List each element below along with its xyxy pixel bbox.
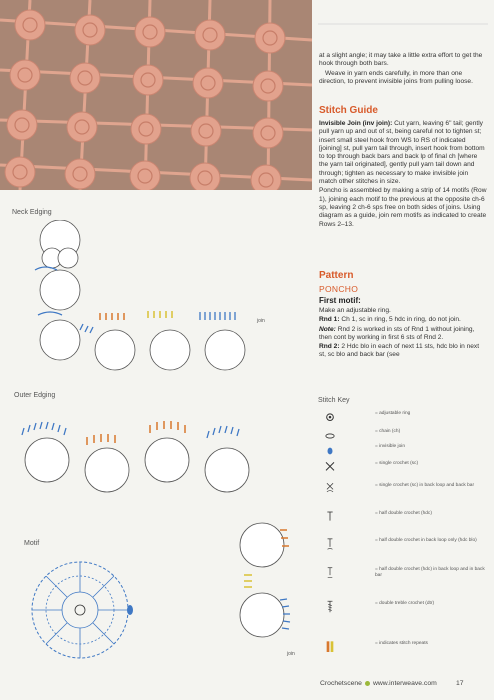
neck-edging-label: Neck Edging — [12, 209, 52, 216]
header-decoration — [318, 6, 488, 36]
stitch-key-text: = half double crochet in back loop only (hdc blo) — [375, 538, 477, 543]
note-label: Note: — [319, 325, 336, 333]
stitch-key-text: = half double crochet (hdc) in back loop and in back bar — [375, 567, 485, 578]
invisible-join-icon — [320, 443, 340, 459]
join-label-top: join — [257, 318, 265, 324]
adjustable-ring-icon — [320, 410, 340, 426]
stitch-guide-text — [319, 120, 487, 230]
first-motif-heading: First motif: — [319, 296, 361, 305]
join-label-bottom: join — [287, 651, 295, 657]
neck-orange-stitches — [100, 313, 124, 320]
magazine-name: Crochetscene — [320, 680, 362, 687]
pattern-subtitle: PONCHO — [319, 284, 359, 294]
assembly-text: Poncho is assembled by making a strip of 14 motifs (Row 1), joining each motif to the previous at the opposite ch-6 sp, leaving 2 ch-6 sps free on both sides of joins. Using diagram as a guide, join rem motifs as indicated to create Rows 2–13. — [319, 187, 487, 228]
neck-motifs — [40, 220, 245, 370]
rnd1-instruction — [319, 316, 487, 324]
hdc-back-loop-back-bar-icon — [320, 566, 340, 582]
note-instruction — [319, 326, 487, 343]
stitch-key-text: = double treble crochet (dtr) — [375, 601, 435, 606]
stitch-key-text: = single crochet (sc) — [375, 461, 419, 466]
rnd2-instruction — [319, 343, 487, 360]
single-crochet-icon — [320, 460, 340, 476]
stitch-key-item — [320, 640, 490, 662]
stitch-key-text: = indicates stitch repeats — [375, 641, 428, 646]
pattern-title: Pattern — [319, 270, 354, 281]
footer — [320, 680, 437, 687]
stitch-key-item — [320, 443, 490, 455]
stitch-key-item — [320, 510, 490, 532]
rnd2-text: 2 Hdc blo in each of next 11 sts, hdc blo in next st, sc blo and back bar (see — [319, 343, 480, 359]
stitch-key-text: = single crochet (sc) in back loop and back bar — [375, 483, 475, 488]
footer-dot-icon — [365, 681, 370, 686]
chain-icon — [320, 428, 340, 444]
neck-edging-diagram — [30, 220, 310, 380]
note-text: Rnd 2 is worked in sts of Rnd 1 without joining, then cont by working in first 6 sts of Rnd 2. — [319, 325, 475, 341]
rnd2-label: Rnd 2: — [319, 343, 340, 351]
half-double-crochet-icon — [320, 510, 340, 526]
pattern-intro: Make an adjustable ring. — [319, 307, 391, 314]
stitch-key-item — [320, 566, 490, 592]
pattern-text — [319, 307, 487, 361]
invisible-join-term: Invisible Join (inv join): — [319, 120, 393, 127]
invisible-join-definition — [319, 120, 487, 186]
stitch-key-label: Stitch Key — [318, 397, 350, 404]
hdc-back-loop-only-icon — [320, 537, 340, 553]
page-number: 17 — [456, 680, 464, 687]
stitch-key-item — [320, 482, 490, 506]
intro-paragraph-1: at a slight angle; it may take a little extra effort to get the hook through both bars. — [319, 52, 483, 68]
rnd1-label: Rnd 1: — [319, 316, 340, 324]
website-link[interactable]: www.interweave.com — [372, 680, 437, 687]
stitch-guide-title: Stitch Guide — [319, 105, 378, 116]
single-crochet-back-loop-icon — [320, 482, 340, 498]
stitch-key-text: = adjustable ring — [375, 411, 411, 416]
intro-paragraph-2: Weave in yarn ends carefully, in more than one direction, to prevent invisible joins from pulling loose. — [319, 69, 473, 85]
stitch-key-text: = invisible join — [375, 444, 405, 449]
double-treble-icon — [320, 600, 340, 616]
stitch-key-item — [320, 410, 490, 424]
intro-text — [319, 52, 487, 87]
stitch-key-item — [320, 460, 490, 478]
neck-yellow-stitches — [148, 311, 172, 318]
repeat-icon — [320, 640, 340, 656]
outer-yellow-stitches — [244, 575, 252, 587]
motif-diagram — [22, 548, 142, 668]
rnd1-text: Ch 1, sc in ring, 5 hdc in ring, do not join. — [341, 316, 461, 324]
stitch-key-item — [320, 537, 490, 561]
stitch-key-item — [320, 428, 490, 440]
invisible-join-text: Cut yarn, leaving 6" tail; gently pull yarn up and out of st, being careful not to tighten st; insert small steel hook from WS to RS of indicated [joining] st, pull yarn tail through, insert hook from bottom to top through back bars and back lp of final ch [where the yarn tail originated], gently pull yarn tail down and through; tighten as necessary to make invisible join match other stitches in size. — [319, 120, 485, 186]
stitch-key-item — [320, 600, 490, 624]
motif-label: Motif — [24, 540, 40, 547]
stitch-key-text: = chain (ch) — [375, 429, 401, 434]
outer-edging-label: Outer Edging — [14, 392, 56, 399]
poncho-photo — [0, 0, 312, 190]
stitch-key-text: = half double crochet (hdc) — [375, 511, 432, 516]
